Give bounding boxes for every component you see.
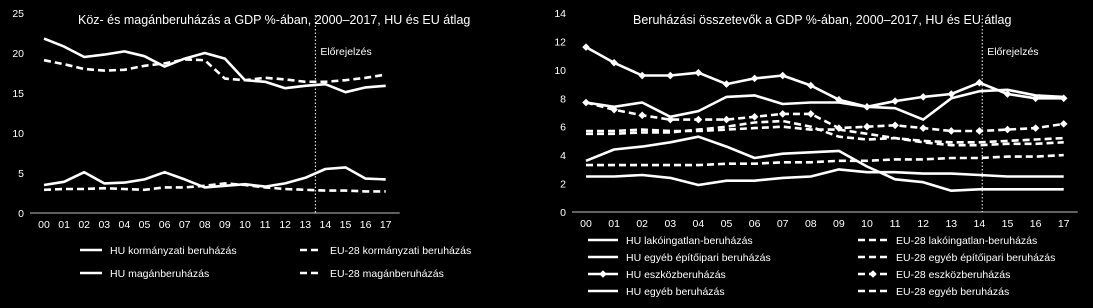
chart-2-xtick: 09 [833, 218, 845, 230]
chart-1-xtick: 06 [158, 219, 171, 231]
chart-2-ytick: 4 [560, 150, 566, 163]
chart-1-xtick: 01 [58, 219, 70, 231]
chart-2-data-point [919, 124, 927, 132]
legend-label: EU-28 lakóingatlan-beruházás [896, 235, 1038, 247]
legend-label: HU kormányzati beruházás [110, 245, 237, 257]
chart-2-data-point [751, 113, 759, 121]
chart-1-ytick: 0 [18, 208, 24, 220]
legend-label: HU egyéb építőipari beruházás [626, 252, 771, 264]
chart-2-data-point [891, 121, 899, 129]
chart-1-xtick: 03 [98, 219, 111, 231]
chart-2-data-point [1060, 120, 1068, 128]
chart-2-data-point [919, 93, 927, 101]
chart-2-data-point [723, 80, 731, 88]
chart-1-xtick: 17 [379, 219, 392, 231]
chart-2-ytick: 8 [560, 93, 566, 106]
chart-2-data-point [1032, 124, 1040, 132]
chart-2-data-point [863, 123, 871, 131]
chart-2-xtick: 16 [1029, 218, 1042, 230]
legend-label: EU-28 kormányzati beruházás [330, 245, 472, 257]
chart-2-series-line [586, 103, 1064, 132]
chart-2-data-point [863, 103, 871, 111]
chart-2-xtick: 17 [1057, 218, 1070, 230]
chart-2-data-point [751, 75, 759, 83]
chart-2-xtick: 03 [664, 218, 677, 230]
chart-1-ytick: 15 [12, 88, 24, 100]
chart-2-xtick: 07 [776, 218, 789, 230]
chart-1-forecast-label: Előrejelzés [320, 46, 372, 58]
chart-2-xtick: 12 [917, 218, 930, 230]
chart-2-xtick: 00 [580, 218, 592, 230]
chart-2-xtick: 04 [692, 218, 705, 230]
chart-1-title: Köz- és magánberuházás a GDP %-ában, 2000–2017, HU és EU átlag [78, 13, 471, 27]
chart-1-xtick: 00 [38, 219, 50, 231]
legend-marker [599, 270, 607, 278]
chart-2-data-point [948, 127, 956, 135]
chart-2-data-point [667, 72, 675, 80]
legend-label: HU eszközberuházás [626, 269, 726, 281]
chart-2-ytick: 12 [554, 36, 566, 49]
chart-1-xtick: 05 [138, 219, 151, 231]
chart-2-data-point [891, 97, 899, 105]
legend-label: EU-28 eszközberuházás [896, 269, 1011, 281]
chart-1-ytick: 20 [12, 48, 24, 60]
legend-marker [869, 270, 877, 278]
chart-2-series-line [586, 90, 1064, 120]
chart-2-forecast-label: Előrejelzés [987, 46, 1039, 58]
legend-label: HU magánberuházás [110, 268, 210, 280]
chart-1-ytick: 10 [12, 128, 24, 140]
chart-1-ytick: 5 [18, 168, 24, 180]
chart-2-series-line [586, 169, 1064, 185]
chart-1-xtick: 04 [118, 219, 131, 231]
chart-2-xtick: 13 [945, 218, 958, 230]
chart-1-series-line [44, 59, 386, 81]
chart-2-series-line [586, 155, 1064, 165]
chart-2-data-point [779, 72, 787, 80]
chart-2-data-point [638, 112, 646, 120]
chart-2-xtick: 01 [608, 218, 620, 230]
chart-2-xtick: 10 [861, 218, 873, 230]
chart-2-ytick: 6 [560, 121, 566, 134]
chart-2-data-point [807, 110, 815, 118]
chart-2-xtick: 05 [720, 218, 733, 230]
chart-1-xtick: 14 [319, 219, 332, 231]
chart-2-xtick: 06 [748, 218, 761, 230]
chart-2-data-point [779, 110, 787, 118]
chart-1-xtick: 09 [219, 219, 231, 231]
legend-label: HU egyéb beruházás [626, 286, 725, 298]
chart-2-ytick: 14 [554, 8, 566, 20]
chart-1-xtick: 12 [279, 219, 292, 231]
chart-1-xtick: 02 [78, 219, 91, 231]
chart-2-ytick: 0 [560, 207, 566, 219]
chart-2-ytick: 10 [554, 64, 566, 77]
chart-1-xtick: 11 [259, 219, 271, 231]
chart-1-xtick: 13 [299, 219, 312, 231]
legend-label: EU-28 egyéb építőipari beruházás [896, 252, 1056, 264]
legend-label: EU-28 egyéb beruházás [896, 286, 1010, 298]
chart-2-xtick: 11 [889, 218, 901, 230]
chart-2-data-point [1004, 126, 1012, 134]
chart-2-xtick: 08 [804, 218, 817, 230]
chart-1-xtick: 15 [339, 219, 352, 231]
chart-1-xtick: 08 [198, 219, 211, 231]
chart-1-xtick: 07 [178, 219, 191, 231]
legend-label: EU-28 magánberuházás [330, 268, 444, 280]
chart-1-xtick: 16 [359, 219, 372, 231]
chart-2-xtick: 14 [973, 218, 986, 230]
chart-2-data-point [582, 99, 590, 107]
chart-2-xtick: 15 [1001, 218, 1014, 230]
chart-2-data-point [723, 116, 731, 124]
chart-1-ytick: 25 [12, 8, 24, 20]
chart-2-xtick: 02 [636, 218, 649, 230]
chart-2-data-point [695, 116, 703, 124]
legend-label: HU lakóingatlan-beruházás [626, 235, 753, 247]
chart-1-xtick: 10 [239, 219, 251, 231]
chart-2-data-point [695, 69, 703, 77]
chart-2-title: Beruházási összetevők a GDP %-ában, 2000–2017, HU és EU átlag [633, 13, 1012, 27]
chart-2-ytick: 2 [560, 178, 566, 191]
